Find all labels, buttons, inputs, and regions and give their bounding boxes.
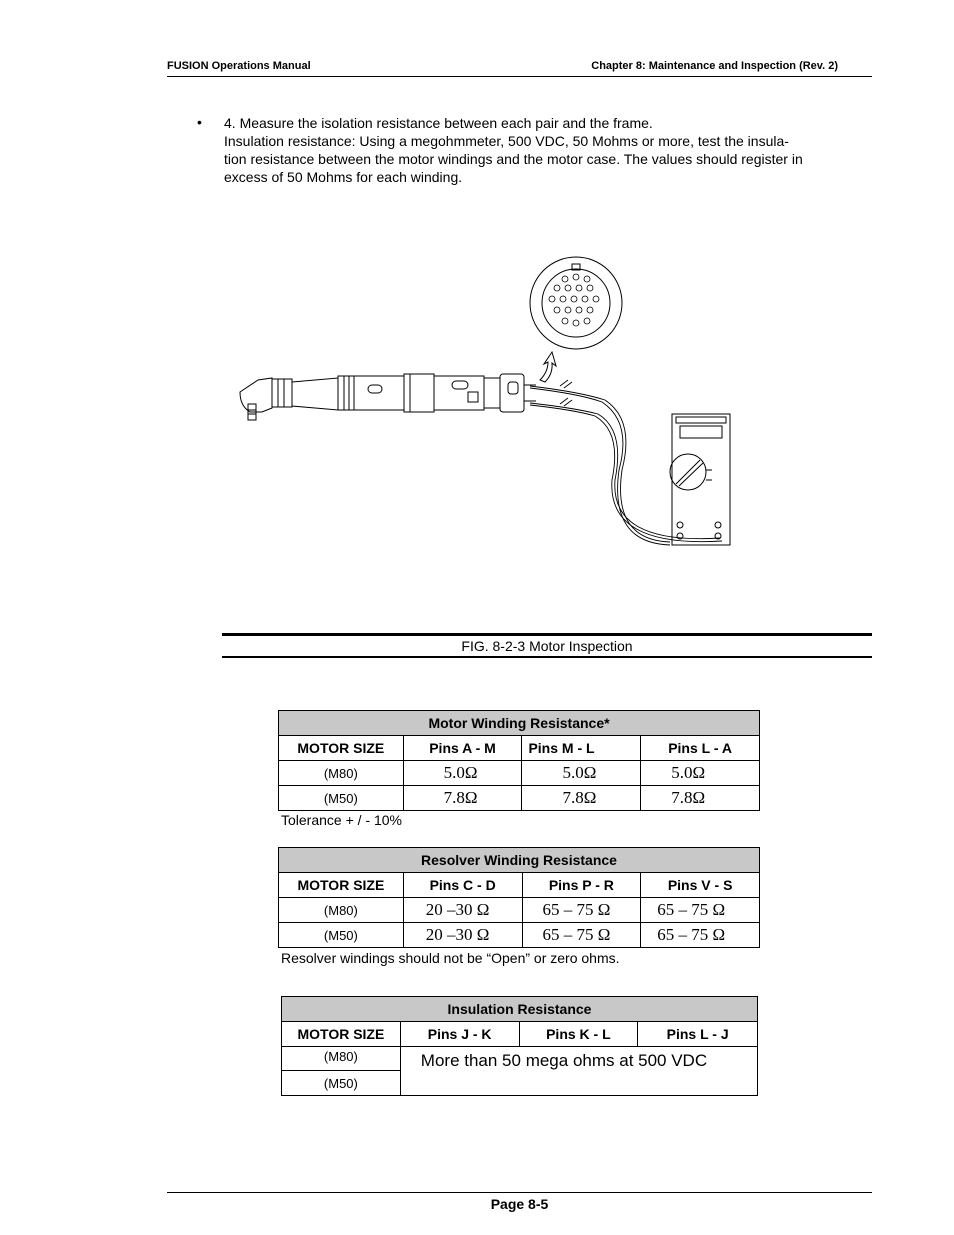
resistance-value: 65 – 75 Ω <box>522 923 641 948</box>
motor-size-cell: (M50) <box>279 923 404 948</box>
column-header: MOTOR SIZE <box>282 1022 401 1047</box>
resistance-value: 20 –30 Ω <box>403 898 522 923</box>
resistance-value: 7.8Ω <box>522 786 641 811</box>
column-header: Pins L - A <box>641 736 760 761</box>
column-header: MOTOR SIZE <box>279 873 404 898</box>
instruction-line: tion resistance between the motor windings and the motor case. The values should register in <box>224 151 803 167</box>
column-header: Pins K - L <box>519 1022 638 1047</box>
table-row <box>279 786 760 811</box>
column-header: Pins J - K <box>400 1022 519 1047</box>
resolver-winding-resistance-table <box>278 847 760 948</box>
page-number: Page 8-5 <box>490 1196 549 1212</box>
resistance-value: 65 – 75 Ω <box>641 898 760 923</box>
table-row <box>279 761 760 786</box>
motor-size-cell: (M50) <box>282 1071 401 1096</box>
motor-winding-resistance-table <box>278 710 760 811</box>
motor-size-cell: (M80) <box>279 898 404 923</box>
table-row <box>279 898 760 923</box>
page-footer <box>167 1192 872 1212</box>
motor-size-cell: (M80) <box>279 761 404 786</box>
column-header: Pins V - S <box>641 873 760 898</box>
insulation-value: More than 50 mega ohms at 500 VDC <box>400 1047 757 1096</box>
resistance-value: 20 –30 Ω <box>403 923 522 948</box>
manual-title: FUSION Operations Manual <box>167 60 311 72</box>
motor-size-cell: (M80) <box>282 1047 401 1071</box>
table-title: Motor Winding Resistance* <box>279 711 760 736</box>
bullet-marker: • <box>197 114 202 130</box>
chapter-title: Chapter 8: Maintenance and Inspection (Rev. 2) <box>591 60 838 72</box>
tolerance-note: Tolerance + / - 10% <box>281 812 403 828</box>
motor-tool-drawing <box>240 374 536 420</box>
resistance-value: 5.0Ω <box>403 761 522 786</box>
resolver-note: Resolver windings should not be “Open” or zero ohms. <box>281 950 620 966</box>
column-header: Pins C - D <box>403 873 522 898</box>
table-title: Resolver Winding Resistance <box>279 848 760 873</box>
column-header: Pins L - J <box>638 1022 758 1047</box>
arrow-icon <box>540 352 556 382</box>
table-row <box>279 923 760 948</box>
motor-size-cell: (M50) <box>279 786 404 811</box>
instruction-line: 4. Measure the isolation resistance between each pair and the frame. <box>224 115 653 131</box>
table-row <box>282 1047 758 1071</box>
multimeter-drawing <box>670 414 730 545</box>
resistance-value: 5.0Ω <box>641 761 760 786</box>
column-header: Pins M - L <box>522 736 641 761</box>
instruction-line: excess of 50 Mohms for each winding. <box>224 169 463 185</box>
column-header: MOTOR SIZE <box>279 736 404 761</box>
resistance-value: 7.8Ω <box>641 786 760 811</box>
table-title: Insulation Resistance <box>282 997 758 1022</box>
column-header: Pins A - M <box>403 736 522 761</box>
resistance-value: 7.8Ω <box>403 786 522 811</box>
resistance-value: 65 – 75 Ω <box>522 898 641 923</box>
test-leads <box>530 380 722 545</box>
instruction-line: Insulation resistance: Using a megohmmeter, 500 VDC, 50 Mohms or more, test the insula- <box>224 133 789 149</box>
resistance-value: 5.0Ω <box>522 761 641 786</box>
resistance-value: 65 – 75 Ω <box>641 923 760 948</box>
column-header: Pins P - R <box>522 873 641 898</box>
figure-caption: FIG. 8-2-3 Motor Inspection <box>222 633 872 658</box>
insulation-resistance-table <box>281 996 758 1096</box>
connector-pin-diagram <box>530 257 622 349</box>
